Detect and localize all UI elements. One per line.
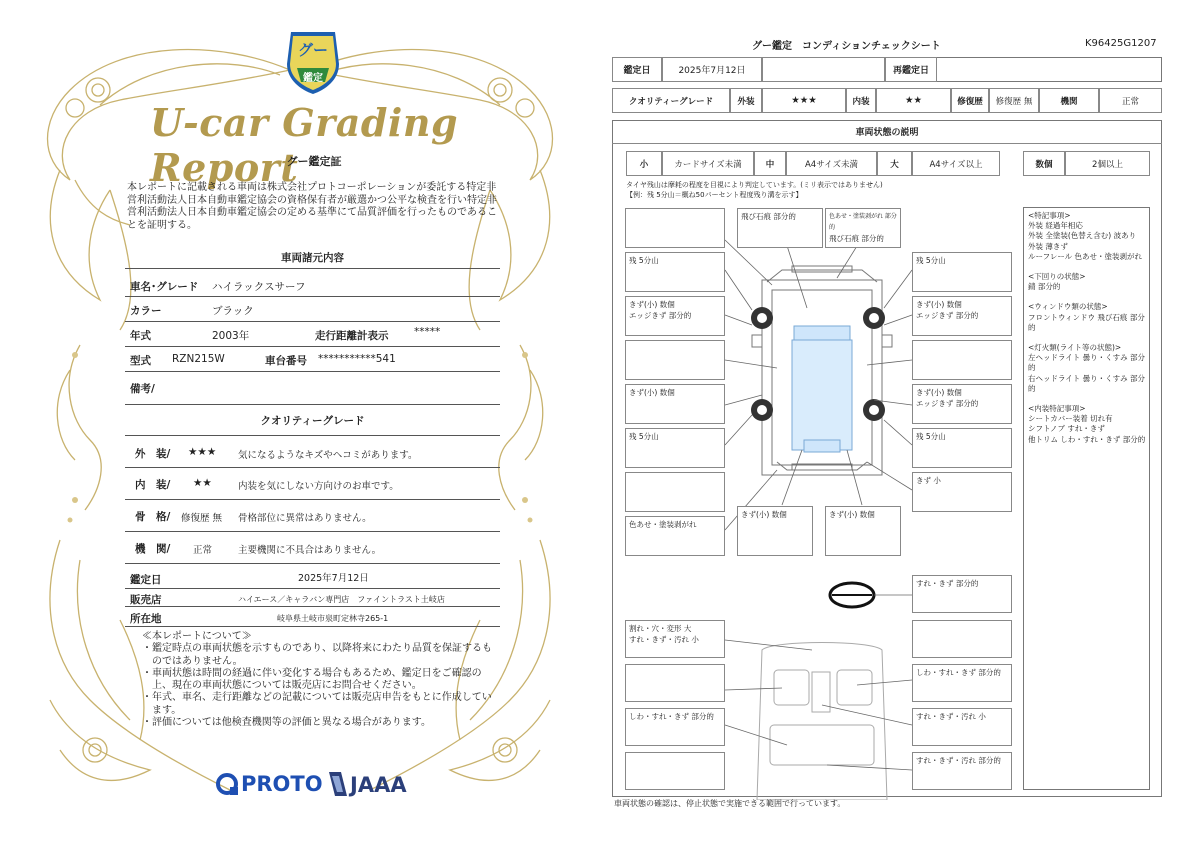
size-large: 大 <box>877 151 912 176</box>
report-notes <box>142 631 497 729</box>
special-line: 左ヘッドライト 曇り・くすみ 部分的 <box>1028 353 1146 373</box>
ext-label: 外装 <box>730 88 762 113</box>
divider <box>125 321 500 322</box>
proto-logo-icon <box>215 772 241 798</box>
note-text: きず(小) 数個 <box>916 388 962 397</box>
count-desc: 2個以上 <box>1065 151 1150 176</box>
special-line: <ウィンドウ類の状態> <box>1028 302 1108 312</box>
note-text: すれ・きず 部分的 <box>916 579 979 588</box>
interior-desc: 内装を気にしない方向けのお車です。 <box>238 481 399 492</box>
note-text: きず(小) 数個 <box>829 510 875 519</box>
size-mid: 中 <box>754 151 786 176</box>
badge-bottom-text: 鑑定 <box>303 73 323 84</box>
note-text: すれ・きず・汚れ 小 <box>916 712 986 721</box>
special-line: 他トリム しわ・すれ・きず 部分的 <box>1028 434 1146 444</box>
special-line: フロントウィンドウ 飛び石痕 部分的 <box>1028 312 1145 332</box>
interior-grade: ★★ <box>193 477 212 489</box>
repair-value: 修復歴 無 <box>989 88 1039 113</box>
note-text: 残 5分山 <box>916 432 946 441</box>
note-left-door <box>625 384 725 424</box>
car-name-value: ハイラックスサーフ <box>212 281 306 293</box>
note-text: エッジきず 部分的 <box>629 311 692 320</box>
note-text: 色あせ・塗装剥がれ 部分的 <box>829 213 897 231</box>
divider <box>125 467 500 468</box>
special-line: 外装 薄きず <box>1028 241 1068 251</box>
count-label: 数個 <box>1023 151 1065 176</box>
note-box-empty <box>625 752 725 790</box>
divider <box>125 371 500 372</box>
note-seat-right <box>912 708 1012 746</box>
note-text: 色あせ・塗装剥がれ <box>629 520 697 529</box>
date-value: 2025年7月12日 <box>662 57 762 82</box>
year-label: 年式 <box>130 330 151 342</box>
sheet-title: グー鑑定 コンディションチェックシート <box>752 41 941 52</box>
note-left-tire-rear <box>625 428 725 468</box>
divider <box>125 296 500 297</box>
spacer <box>1028 292 1148 302</box>
note-box-empty <box>912 340 1012 380</box>
date-label: 鑑定日 <box>612 57 662 82</box>
special-line: <特記事項> <box>1028 211 1071 220</box>
exterior-desc: 気になるようなキズやヘコミがあります。 <box>238 450 418 461</box>
model-label: 型式 <box>130 355 151 367</box>
divider <box>125 499 500 500</box>
color-label: カラー <box>130 305 162 317</box>
chassis-label: 車台番号 <box>265 355 307 367</box>
appraisal-date-label: 鑑定日 <box>130 574 162 586</box>
int-label: 内装 <box>846 88 876 113</box>
appraisal-date-value: 2025年7月12日 <box>298 573 369 584</box>
spacer <box>1028 262 1148 272</box>
redate-label: 再鑑定日 <box>885 57 937 82</box>
model-value: RZN215W <box>172 353 225 365</box>
note-box-empty <box>625 340 725 380</box>
note-top-mid <box>737 208 823 248</box>
note-text: しわ・すれ・きず 部分的 <box>916 668 1001 677</box>
frame-grade: 修復歴 無 <box>181 513 223 524</box>
divider <box>125 346 500 347</box>
note-right-tire-front <box>912 252 1012 292</box>
exterior-label: 外 装/ <box>135 448 171 460</box>
special-line: <下回りの状態> <box>1028 272 1086 282</box>
tire-note-1: タイヤ残山は摩耗の程度を目視により判定しています。(ミリ表示ではありません) <box>626 181 883 189</box>
special-line: <内装特記事項> <box>1028 404 1086 414</box>
report-title: U-car Grading Report <box>150 100 459 190</box>
special-notes <box>1028 211 1148 445</box>
note-box-empty <box>625 664 725 702</box>
note-item: ・年式、車名、走行距離などの記載については販売店申告をもとに作成しています。 <box>142 692 492 716</box>
size-mid-desc: A4サイズ未満 <box>786 151 877 176</box>
note-steering <box>912 575 1012 613</box>
shop-value: ハイエース／キャラバン専門店 ファイントラスト土岐店 <box>238 595 445 604</box>
special-line: <灯火類(ライト等の状態)> <box>1028 343 1122 353</box>
note-bottom-mid-2 <box>825 506 901 556</box>
note-text: きず(小) 数個 <box>916 300 962 309</box>
note-right-fender <box>912 296 1012 336</box>
note-right-door <box>912 384 1012 424</box>
shop-label: 販売店 <box>130 594 162 606</box>
color-value: ブラック <box>212 305 254 317</box>
int-value: ★★ <box>876 88 951 113</box>
note-front-right <box>912 664 1012 702</box>
notes-title: ≪本レポートについて≫ <box>142 631 252 642</box>
note-text: 割れ・穴・変形 大 <box>629 624 692 633</box>
specs-title: 車両諸元内容 <box>281 252 344 264</box>
qg-label: クオリティーグレード <box>612 88 730 113</box>
note-text: 残 5分山 <box>629 432 659 441</box>
divider <box>125 268 500 269</box>
address-value: 岐阜県土岐市泉町定林寺265-1 <box>277 614 389 623</box>
size-small: 小 <box>626 151 662 176</box>
special-line: 右ヘッドライト 曇り・くすみ 部分的 <box>1028 373 1146 393</box>
engine-grade: 正常 <box>193 545 213 556</box>
date-blank <box>762 57 885 82</box>
engine-label: 機 関/ <box>135 543 171 555</box>
repair-label: 修復歴 <box>951 88 989 113</box>
note-box-empty <box>625 208 725 248</box>
badge-top-text: グー <box>297 41 328 59</box>
note-text: きず(小) 数個 <box>629 388 675 397</box>
divider <box>125 435 500 436</box>
divider <box>125 531 500 532</box>
size-small-desc: カードサイズ未満 <box>662 151 754 176</box>
address-label: 所在地 <box>130 613 162 625</box>
note-text: 残 5分山 <box>916 256 946 265</box>
note-text: しわ・すれ・きず 部分的 <box>629 712 714 721</box>
tire-note-2: 【例：残 5分山＝概ね50パーセント程度残り溝を示す】 <box>626 191 803 199</box>
note-box-empty <box>625 472 725 512</box>
special-line: 外装 全塗装(色替え含む) 波あり <box>1028 231 1137 241</box>
note-left-bottom <box>625 516 725 556</box>
car-name-label: 車名･グレード <box>130 281 199 293</box>
ext-value: ★★★ <box>762 88 846 113</box>
divider <box>125 404 500 405</box>
note-item: ・鑑定時点の車両状態を示すものであり、以降将来にわたり品質を保証するものではありません。 <box>142 643 492 667</box>
note-item: ・評価については他検査機関等の評価と異なる場合があります。 <box>142 717 431 729</box>
chassis-value: ***********541 <box>318 353 396 365</box>
note-dash <box>625 620 725 658</box>
sheet-footer: 車両状態の確認は、停止状態で実施できる範囲で行っています。 <box>614 799 846 808</box>
note-right-bottom <box>912 472 1012 512</box>
exterior-grade: ★★★ <box>188 446 217 458</box>
special-line: 錆 部分的 <box>1028 282 1061 292</box>
divider <box>125 588 500 589</box>
certificate-heading: グー鑑定証 <box>286 155 342 168</box>
divider <box>125 626 500 627</box>
note-text: 飛び石痕 部分的 <box>741 212 796 221</box>
special-line: 外装 経過年相応 <box>1028 221 1083 231</box>
jaaa-logo-icon <box>327 770 349 798</box>
divider <box>125 563 500 564</box>
note-left-tire-front <box>625 252 725 292</box>
steering-wheel-icon <box>830 583 874 607</box>
note-text: すれ・きず・汚れ 小 <box>629 635 699 644</box>
note-text: エッジきず 部分的 <box>916 311 979 320</box>
interior-label: 内 装/ <box>135 479 171 491</box>
sheet-id: K96425G1207 <box>1085 38 1157 49</box>
mileage-value: ***** <box>414 326 441 338</box>
frame-label: 骨 格/ <box>135 511 171 523</box>
frame-desc: 骨格部位に異常はありません。 <box>238 513 372 524</box>
proto-logo-text: PROTO <box>241 772 323 796</box>
certificate-intro: 本レポートに記載される車両は株式会社プロトコーポレーションが委託する特定非営利活動法人日本自動車鑑定協会の資格保有者が厳選かつ公平な検査を行い特定非営利活動法人日本自動車鑑定協会の定める基準にて品質評価を行ったものであることを証明する。 <box>127 182 497 231</box>
quality-title: クオリティーグレード <box>260 415 365 427</box>
spacer <box>1028 333 1148 343</box>
note-top-right <box>825 208 901 248</box>
note-box-empty <box>912 620 1012 658</box>
note-item: ・車両状態は時間の経過に伴い変化する場合もあるため、鑑定日をご確認の上、現在の車両状態については販売店にお問合せください。 <box>142 667 482 692</box>
state-title: 車両状態の説明 <box>612 120 1162 144</box>
special-line: シフトノブ すれ・きず <box>1028 424 1105 434</box>
size-large-desc: A4サイズ以上 <box>912 151 1000 176</box>
note-text: すれ・きず・汚れ 部分的 <box>916 756 1001 765</box>
note-right-tire-rear <box>912 428 1012 468</box>
jaaa-logo-text: JAAA <box>350 773 407 797</box>
special-line: シートカバー装着 切れ有 <box>1028 414 1113 424</box>
engine-label: 機関 <box>1039 88 1099 113</box>
note-rear-right <box>912 752 1012 790</box>
year-value: 2003年 <box>212 330 250 342</box>
note-seat-left <box>625 708 725 746</box>
divider <box>125 606 500 607</box>
special-line: ルーフレール 色あせ・塗装剥がれ <box>1028 251 1143 261</box>
mileage-label: 走行距離計表示 <box>315 330 389 342</box>
note-bottom-mid-1 <box>737 506 813 556</box>
note-text: きず 小 <box>916 476 941 485</box>
note-text: きず(小) 数個 <box>629 300 675 309</box>
note-text: 飛び石痕 部分的 <box>829 234 884 243</box>
note-left-fender <box>625 296 725 336</box>
engine-value: 正常 <box>1099 88 1162 113</box>
remarks-label: 備考/ <box>130 383 155 395</box>
engine-desc: 主要機関に不具合はありません。 <box>238 545 382 556</box>
note-text: 残 5分山 <box>629 256 659 265</box>
note-text: きず(小) 数個 <box>741 510 787 519</box>
note-text: エッジきず 部分的 <box>916 399 979 408</box>
spacer <box>1028 394 1148 404</box>
